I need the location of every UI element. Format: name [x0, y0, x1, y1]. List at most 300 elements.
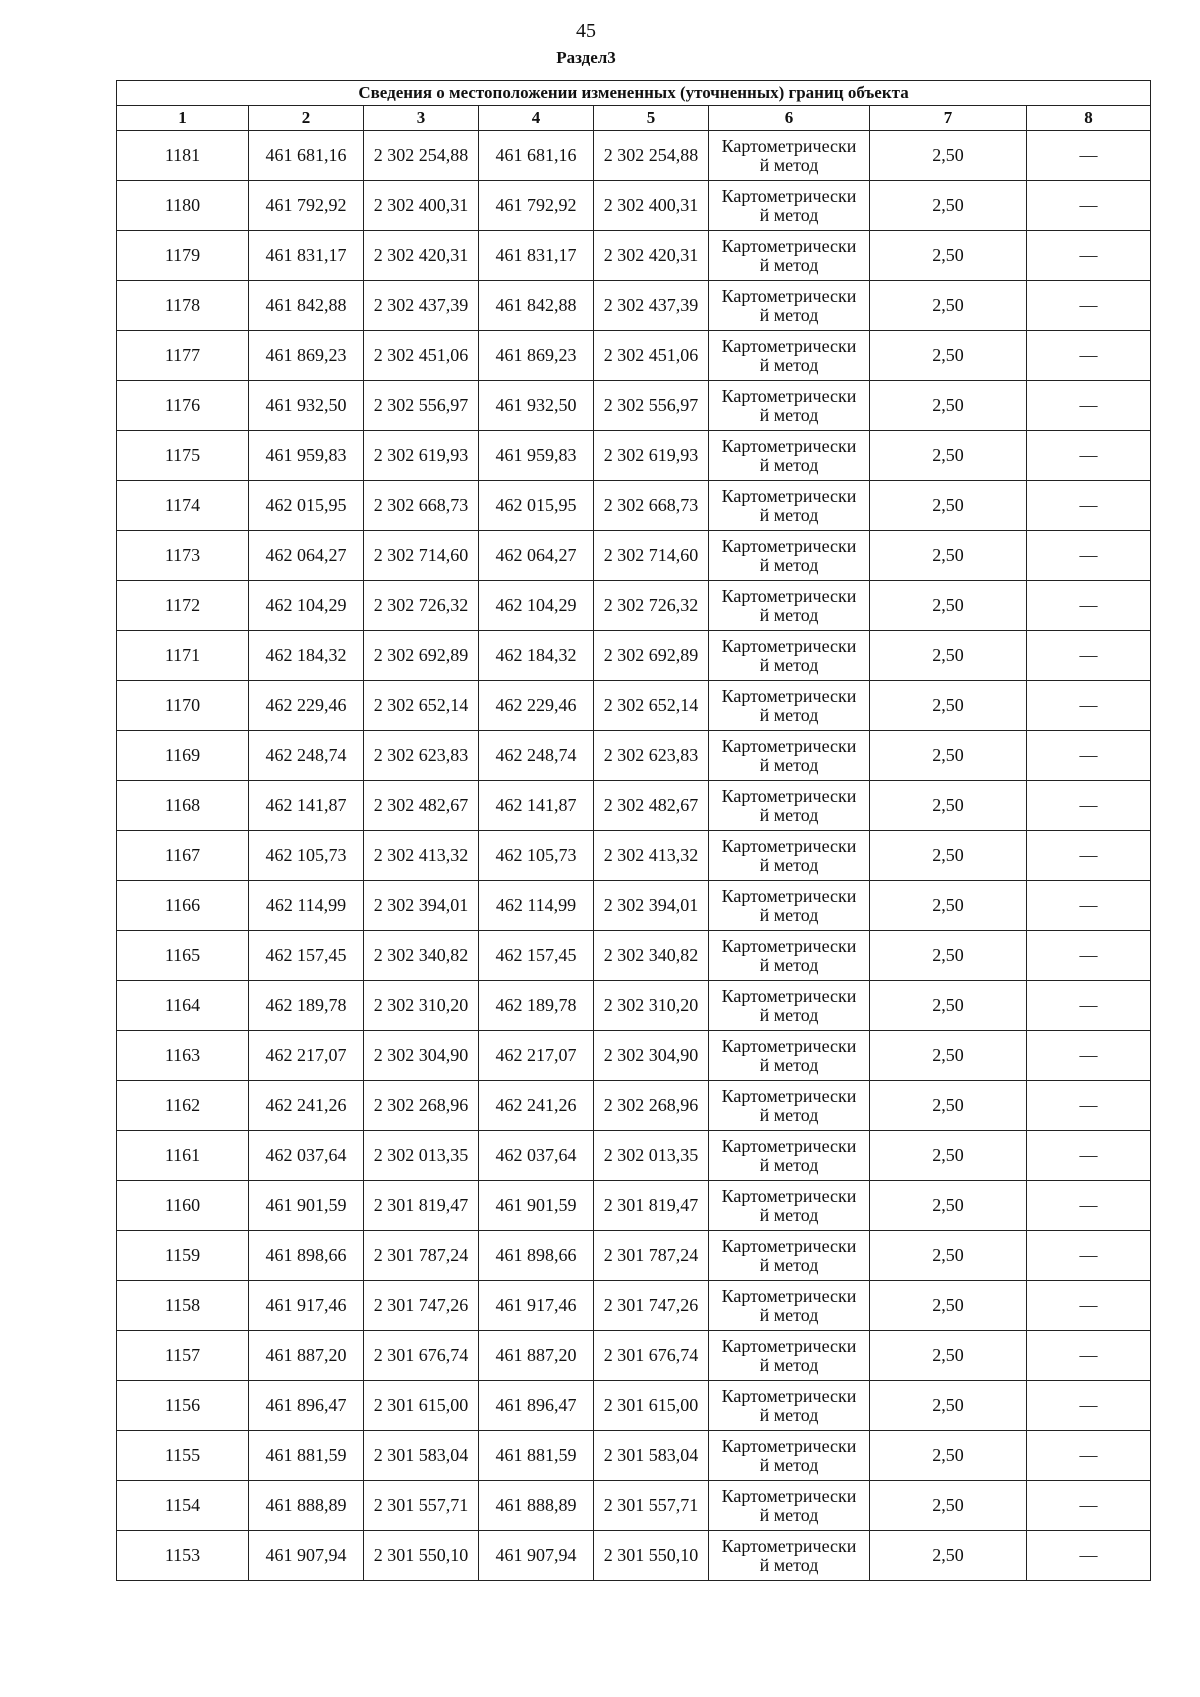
y-refined-cell: 2 302 413,32	[594, 831, 709, 881]
method-text-line2: й метод	[759, 804, 819, 825]
method-text-line1: Картометрически	[721, 385, 857, 406]
method-text-line2: й метод	[759, 1454, 819, 1475]
y-existing-cell: 2 302 437,39	[364, 281, 479, 331]
accuracy-cell: 2,50	[870, 281, 1027, 331]
method-text-line2: й метод	[759, 654, 819, 675]
point-number-cell: 1161	[117, 1131, 249, 1181]
method-text-line2: й метод	[759, 1054, 819, 1075]
method-text-line2: й метод	[759, 554, 819, 575]
y-refined-cell: 2 301 583,04	[594, 1431, 709, 1481]
note-cell: —	[1027, 431, 1151, 481]
method-text-line1: Картометрически	[721, 185, 857, 206]
y-existing-cell: 2 302 451,06	[364, 331, 479, 381]
table-row	[117, 1031, 1151, 1081]
accuracy-cell: 2,50	[870, 481, 1027, 531]
x-existing-cell: 461 681,16	[249, 131, 364, 181]
note-cell: —	[1027, 181, 1151, 231]
x-refined-cell: 462 229,46	[479, 681, 594, 731]
point-number-cell: 1165	[117, 931, 249, 981]
point-number-cell: 1171	[117, 631, 249, 681]
y-refined-cell: 2 301 550,10	[594, 1531, 709, 1581]
x-existing-cell: 461 896,47	[249, 1381, 364, 1431]
method-text-line2: й метод	[759, 504, 819, 525]
point-number-cell: 1157	[117, 1331, 249, 1381]
note-cell: —	[1027, 1031, 1151, 1081]
y-existing-cell: 2 301 615,00	[364, 1381, 479, 1431]
point-number-cell: 1181	[117, 131, 249, 181]
method-cell	[709, 1331, 870, 1381]
method-cell	[709, 1181, 870, 1231]
y-existing-cell: 2 302 556,97	[364, 381, 479, 431]
x-refined-cell: 462 184,32	[479, 631, 594, 681]
y-refined-cell: 2 302 437,39	[594, 281, 709, 331]
method-text-line1: Картометрически	[721, 1235, 857, 1256]
table-row	[117, 1431, 1151, 1481]
table-row	[117, 481, 1151, 531]
column-number-row	[117, 106, 1151, 131]
y-existing-cell: 2 302 394,01	[364, 881, 479, 931]
x-refined-cell: 461 901,59	[479, 1181, 594, 1231]
x-existing-cell: 462 064,27	[249, 531, 364, 581]
x-existing-cell: 461 901,59	[249, 1181, 364, 1231]
accuracy-cell: 2,50	[870, 1231, 1027, 1281]
x-existing-cell: 462 184,32	[249, 631, 364, 681]
accuracy-cell: 2,50	[870, 1281, 1027, 1331]
column-number: 1	[117, 106, 249, 131]
x-refined-cell: 462 157,45	[479, 931, 594, 981]
table-row	[117, 1081, 1151, 1131]
method-text-line2: й метод	[759, 1404, 819, 1425]
y-refined-cell: 2 302 692,89	[594, 631, 709, 681]
y-refined-cell: 2 302 623,83	[594, 731, 709, 781]
method-text-line1: Картометрически	[721, 1435, 857, 1456]
point-number-cell: 1177	[117, 331, 249, 381]
table-row	[117, 381, 1151, 431]
point-number-cell: 1179	[117, 231, 249, 281]
method-text-line2: й метод	[759, 354, 819, 375]
table-row	[117, 581, 1151, 631]
accuracy-cell: 2,50	[870, 981, 1027, 1031]
method-text-line1: Картометрически	[721, 1385, 857, 1406]
table-row	[117, 1531, 1151, 1581]
method-text-line2: й метод	[759, 1504, 819, 1525]
y-refined-cell: 2 301 747,26	[594, 1281, 709, 1331]
y-refined-cell: 2 302 714,60	[594, 531, 709, 581]
y-refined-cell: 2 301 615,00	[594, 1381, 709, 1431]
method-cell	[709, 231, 870, 281]
accuracy-cell: 2,50	[870, 581, 1027, 631]
method-text-line1: Картометрически	[721, 1185, 857, 1206]
y-refined-cell: 2 302 304,90	[594, 1031, 709, 1081]
x-existing-cell: 461 917,46	[249, 1281, 364, 1331]
y-existing-cell: 2 302 013,35	[364, 1131, 479, 1181]
method-cell	[709, 481, 870, 531]
point-number-cell: 1176	[117, 381, 249, 431]
method-text-line1: Картометрически	[721, 735, 857, 756]
method-cell	[709, 731, 870, 781]
x-existing-cell: 462 189,78	[249, 981, 364, 1031]
method-cell	[709, 1231, 870, 1281]
method-cell	[709, 681, 870, 731]
method-text-line2: й метод	[759, 1554, 819, 1575]
method-cell	[709, 631, 870, 681]
method-text-line2: й метод	[759, 254, 819, 275]
table-row	[117, 281, 1151, 331]
point-number-cell: 1170	[117, 681, 249, 731]
accuracy-cell: 2,50	[870, 1381, 1027, 1431]
x-refined-cell: 461 932,50	[479, 381, 594, 431]
x-existing-cell: 462 217,07	[249, 1031, 364, 1081]
y-refined-cell: 2 301 557,71	[594, 1481, 709, 1531]
x-refined-cell: 461 881,59	[479, 1431, 594, 1481]
x-existing-cell: 461 887,20	[249, 1331, 364, 1381]
y-existing-cell: 2 302 668,73	[364, 481, 479, 531]
method-cell	[709, 881, 870, 931]
y-existing-cell: 2 302 623,83	[364, 731, 479, 781]
x-refined-cell: 462 105,73	[479, 831, 594, 881]
x-existing-cell: 462 157,45	[249, 931, 364, 981]
accuracy-cell: 2,50	[870, 1331, 1027, 1381]
x-refined-cell: 461 681,16	[479, 131, 594, 181]
accuracy-cell: 2,50	[870, 131, 1027, 181]
x-existing-cell: 461 959,83	[249, 431, 364, 481]
y-existing-cell: 2 302 619,93	[364, 431, 479, 481]
accuracy-cell: 2,50	[870, 331, 1027, 381]
y-existing-cell: 2 301 819,47	[364, 1181, 479, 1231]
x-refined-cell: 461 869,23	[479, 331, 594, 381]
table-row	[117, 1481, 1151, 1531]
method-cell	[709, 981, 870, 1031]
table-row	[117, 781, 1151, 831]
x-existing-cell: 461 881,59	[249, 1431, 364, 1481]
note-cell: —	[1027, 1531, 1151, 1581]
method-cell	[709, 1131, 870, 1181]
method-cell	[709, 1381, 870, 1431]
method-cell	[709, 281, 870, 331]
note-cell: —	[1027, 781, 1151, 831]
y-refined-cell: 2 302 340,82	[594, 931, 709, 981]
x-refined-cell: 462 217,07	[479, 1031, 594, 1081]
method-cell	[709, 381, 870, 431]
point-number-cell: 1178	[117, 281, 249, 331]
method-text-line1: Картометрически	[721, 685, 857, 706]
x-existing-cell: 461 898,66	[249, 1231, 364, 1281]
note-cell: —	[1027, 1181, 1151, 1231]
point-number-cell: 1173	[117, 531, 249, 581]
point-number-cell: 1169	[117, 731, 249, 781]
note-cell: —	[1027, 231, 1151, 281]
method-cell	[709, 431, 870, 481]
x-refined-cell: 462 241,26	[479, 1081, 594, 1131]
note-cell: —	[1027, 1131, 1151, 1181]
table-row	[117, 531, 1151, 581]
y-refined-cell: 2 302 668,73	[594, 481, 709, 531]
column-number: 7	[870, 106, 1027, 131]
y-existing-cell: 2 301 747,26	[364, 1281, 479, 1331]
method-cell	[709, 181, 870, 231]
y-refined-cell: 2 301 787,24	[594, 1231, 709, 1281]
method-text-line2: й метод	[759, 1354, 819, 1375]
column-number: 2	[249, 106, 364, 131]
accuracy-cell: 2,50	[870, 881, 1027, 931]
x-refined-cell: 462 064,27	[479, 531, 594, 581]
y-refined-cell: 2 302 013,35	[594, 1131, 709, 1181]
accuracy-cell: 2,50	[870, 1481, 1027, 1531]
note-cell: —	[1027, 931, 1151, 981]
point-number-cell: 1158	[117, 1281, 249, 1331]
method-text-line1: Картометрически	[721, 585, 857, 606]
method-cell	[709, 1481, 870, 1531]
x-existing-cell: 462 248,74	[249, 731, 364, 781]
x-refined-cell: 462 114,99	[479, 881, 594, 931]
accuracy-cell: 2,50	[870, 1031, 1027, 1081]
x-refined-cell: 462 037,64	[479, 1131, 594, 1181]
method-text-line1: Картометрически	[721, 1335, 857, 1356]
point-number-cell: 1180	[117, 181, 249, 231]
method-text-line2: й метод	[759, 1204, 819, 1225]
note-cell: —	[1027, 1481, 1151, 1531]
x-existing-cell: 462 229,46	[249, 681, 364, 731]
method-text-line2: й метод	[759, 1254, 819, 1275]
method-cell	[709, 1431, 870, 1481]
method-text-line2: й метод	[759, 604, 819, 625]
y-refined-cell: 2 302 652,14	[594, 681, 709, 731]
method-text-line2: й метод	[759, 1104, 819, 1125]
method-text-line2: й метод	[759, 1154, 819, 1175]
point-number-cell: 1162	[117, 1081, 249, 1131]
accuracy-cell: 2,50	[870, 1181, 1027, 1231]
y-existing-cell: 2 302 304,90	[364, 1031, 479, 1081]
method-text-line2: й метод	[759, 454, 819, 475]
table-row	[117, 731, 1151, 781]
method-text-line2: й метод	[759, 1304, 819, 1325]
x-refined-cell: 462 141,87	[479, 781, 594, 831]
note-cell: —	[1027, 581, 1151, 631]
y-existing-cell: 2 302 310,20	[364, 981, 479, 1031]
y-existing-cell: 2 301 787,24	[364, 1231, 479, 1281]
x-existing-cell: 461 932,50	[249, 381, 364, 431]
y-existing-cell: 2 301 583,04	[364, 1431, 479, 1481]
y-refined-cell: 2 302 482,67	[594, 781, 709, 831]
x-existing-cell: 461 907,94	[249, 1531, 364, 1581]
coordinates-table	[116, 80, 1151, 1581]
y-existing-cell: 2 302 420,31	[364, 231, 479, 281]
x-existing-cell: 462 241,26	[249, 1081, 364, 1131]
x-refined-cell: 461 792,92	[479, 181, 594, 231]
x-existing-cell: 462 114,99	[249, 881, 364, 931]
method-text-line2: й метод	[759, 304, 819, 325]
point-number-cell: 1160	[117, 1181, 249, 1231]
method-cell	[709, 931, 870, 981]
y-existing-cell: 2 302 413,32	[364, 831, 479, 881]
y-existing-cell: 2 301 676,74	[364, 1331, 479, 1381]
note-cell: —	[1027, 481, 1151, 531]
method-text-line2: й метод	[759, 854, 819, 875]
x-existing-cell: 462 141,87	[249, 781, 364, 831]
table-row	[117, 231, 1151, 281]
point-number-cell: 1172	[117, 581, 249, 631]
point-number-cell: 1156	[117, 1381, 249, 1431]
accuracy-cell: 2,50	[870, 1431, 1027, 1481]
x-refined-cell: 462 189,78	[479, 981, 594, 1031]
point-number-cell: 1159	[117, 1231, 249, 1281]
accuracy-cell: 2,50	[870, 731, 1027, 781]
point-number-cell: 1174	[117, 481, 249, 531]
x-refined-cell: 461 888,89	[479, 1481, 594, 1531]
x-existing-cell: 461 792,92	[249, 181, 364, 231]
note-cell: —	[1027, 731, 1151, 781]
table-row	[117, 631, 1151, 681]
method-cell	[709, 1081, 870, 1131]
x-existing-cell: 461 831,17	[249, 231, 364, 281]
y-existing-cell: 2 302 268,96	[364, 1081, 479, 1131]
x-existing-cell: 462 105,73	[249, 831, 364, 881]
method-cell	[709, 131, 870, 181]
x-refined-cell: 461 898,66	[479, 1231, 594, 1281]
table-row	[117, 681, 1151, 731]
y-existing-cell: 2 302 714,60	[364, 531, 479, 581]
method-text-line1: Картометрически	[721, 1085, 857, 1106]
y-existing-cell: 2 302 692,89	[364, 631, 479, 681]
note-cell: —	[1027, 1081, 1151, 1131]
method-text-line2: й метод	[759, 204, 819, 225]
method-text-line1: Картометрически	[721, 435, 857, 456]
accuracy-cell: 2,50	[870, 831, 1027, 881]
method-text-line1: Картометрически	[721, 535, 857, 556]
method-text-line1: Картометрически	[721, 1285, 857, 1306]
method-text-line2: й метод	[759, 954, 819, 975]
y-refined-cell: 2 302 254,88	[594, 131, 709, 181]
x-existing-cell: 462 104,29	[249, 581, 364, 631]
note-cell: —	[1027, 1431, 1151, 1481]
y-refined-cell: 2 302 619,93	[594, 431, 709, 481]
method-text-line1: Картометрически	[721, 285, 857, 306]
x-refined-cell: 461 842,88	[479, 281, 594, 331]
method-text-line2: й метод	[759, 754, 819, 775]
accuracy-cell: 2,50	[870, 931, 1027, 981]
table-body	[117, 131, 1151, 1581]
table-row	[117, 1231, 1151, 1281]
method-text-line1: Картометрически	[721, 1135, 857, 1156]
y-refined-cell: 2 302 451,06	[594, 331, 709, 381]
column-number: 6	[709, 106, 870, 131]
note-cell: —	[1027, 131, 1151, 181]
note-cell: —	[1027, 531, 1151, 581]
method-text-line1: Картометрически	[721, 1535, 857, 1556]
point-number-cell: 1166	[117, 881, 249, 931]
point-number-cell: 1175	[117, 431, 249, 481]
x-existing-cell: 461 842,88	[249, 281, 364, 331]
accuracy-cell: 2,50	[870, 531, 1027, 581]
y-existing-cell: 2 302 482,67	[364, 781, 479, 831]
x-existing-cell: 462 015,95	[249, 481, 364, 531]
y-refined-cell: 2 302 420,31	[594, 231, 709, 281]
accuracy-cell: 2,50	[870, 231, 1027, 281]
point-number-cell: 1168	[117, 781, 249, 831]
method-text-line2: й метод	[759, 1004, 819, 1025]
column-number: 3	[364, 106, 479, 131]
y-refined-cell: 2 302 310,20	[594, 981, 709, 1031]
x-refined-cell: 461 896,47	[479, 1381, 594, 1431]
column-number: 5	[594, 106, 709, 131]
y-existing-cell: 2 302 254,88	[364, 131, 479, 181]
point-number-cell: 1163	[117, 1031, 249, 1081]
table-title: Сведения о местоположении измененных (уточненных) границ объекта	[117, 81, 1151, 106]
method-text-line2: й метод	[759, 704, 819, 725]
method-text-line2: й метод	[759, 154, 819, 175]
y-refined-cell: 2 302 394,01	[594, 881, 709, 931]
note-cell: —	[1027, 631, 1151, 681]
note-cell: —	[1027, 1381, 1151, 1431]
accuracy-cell: 2,50	[870, 1531, 1027, 1581]
method-text-line1: Картометрически	[721, 635, 857, 656]
method-text-line1: Картометрически	[721, 835, 857, 856]
point-number-cell: 1155	[117, 1431, 249, 1481]
point-number-cell: 1167	[117, 831, 249, 881]
x-refined-cell: 461 831,17	[479, 231, 594, 281]
method-cell	[709, 831, 870, 881]
x-refined-cell: 461 959,83	[479, 431, 594, 481]
note-cell: —	[1027, 281, 1151, 331]
y-existing-cell: 2 301 557,71	[364, 1481, 479, 1531]
x-refined-cell: 462 104,29	[479, 581, 594, 631]
method-text-line1: Картометрически	[721, 935, 857, 956]
x-refined-cell: 462 248,74	[479, 731, 594, 781]
method-text-line1: Картометрически	[721, 335, 857, 356]
accuracy-cell: 2,50	[870, 381, 1027, 431]
table-row	[117, 1381, 1151, 1431]
point-number-cell: 1154	[117, 1481, 249, 1531]
method-cell	[709, 1281, 870, 1331]
note-cell: —	[1027, 881, 1151, 931]
note-cell: —	[1027, 681, 1151, 731]
y-refined-cell: 2 302 726,32	[594, 581, 709, 631]
note-cell: —	[1027, 981, 1151, 1031]
x-refined-cell: 461 907,94	[479, 1531, 594, 1581]
y-refined-cell: 2 302 556,97	[594, 381, 709, 431]
method-text-line1: Картометрически	[721, 135, 857, 156]
y-existing-cell: 2 302 726,32	[364, 581, 479, 631]
x-existing-cell: 462 037,64	[249, 1131, 364, 1181]
method-text-line1: Картометрически	[721, 1035, 857, 1056]
point-number-cell: 1153	[117, 1531, 249, 1581]
accuracy-cell: 2,50	[870, 181, 1027, 231]
y-existing-cell: 2 302 652,14	[364, 681, 479, 731]
column-number: 4	[479, 106, 594, 131]
method-text-line1: Картометрически	[721, 985, 857, 1006]
table-row	[117, 1281, 1151, 1331]
y-existing-cell: 2 302 340,82	[364, 931, 479, 981]
table-row	[117, 431, 1151, 481]
note-cell: —	[1027, 1231, 1151, 1281]
column-number: 8	[1027, 106, 1151, 131]
x-existing-cell: 461 869,23	[249, 331, 364, 381]
y-refined-cell: 2 302 268,96	[594, 1081, 709, 1131]
accuracy-cell: 2,50	[870, 1131, 1027, 1181]
method-text-line1: Картометрически	[721, 1485, 857, 1506]
note-cell: —	[1027, 1281, 1151, 1331]
table-row	[117, 831, 1151, 881]
table-row	[117, 131, 1151, 181]
note-cell: —	[1027, 831, 1151, 881]
x-refined-cell: 462 015,95	[479, 481, 594, 531]
method-text-line1: Картометрически	[721, 785, 857, 806]
y-refined-cell: 2 301 819,47	[594, 1181, 709, 1231]
method-text-line1: Картометрически	[721, 235, 857, 256]
table-row	[117, 881, 1151, 931]
accuracy-cell: 2,50	[870, 681, 1027, 731]
note-cell: —	[1027, 381, 1151, 431]
